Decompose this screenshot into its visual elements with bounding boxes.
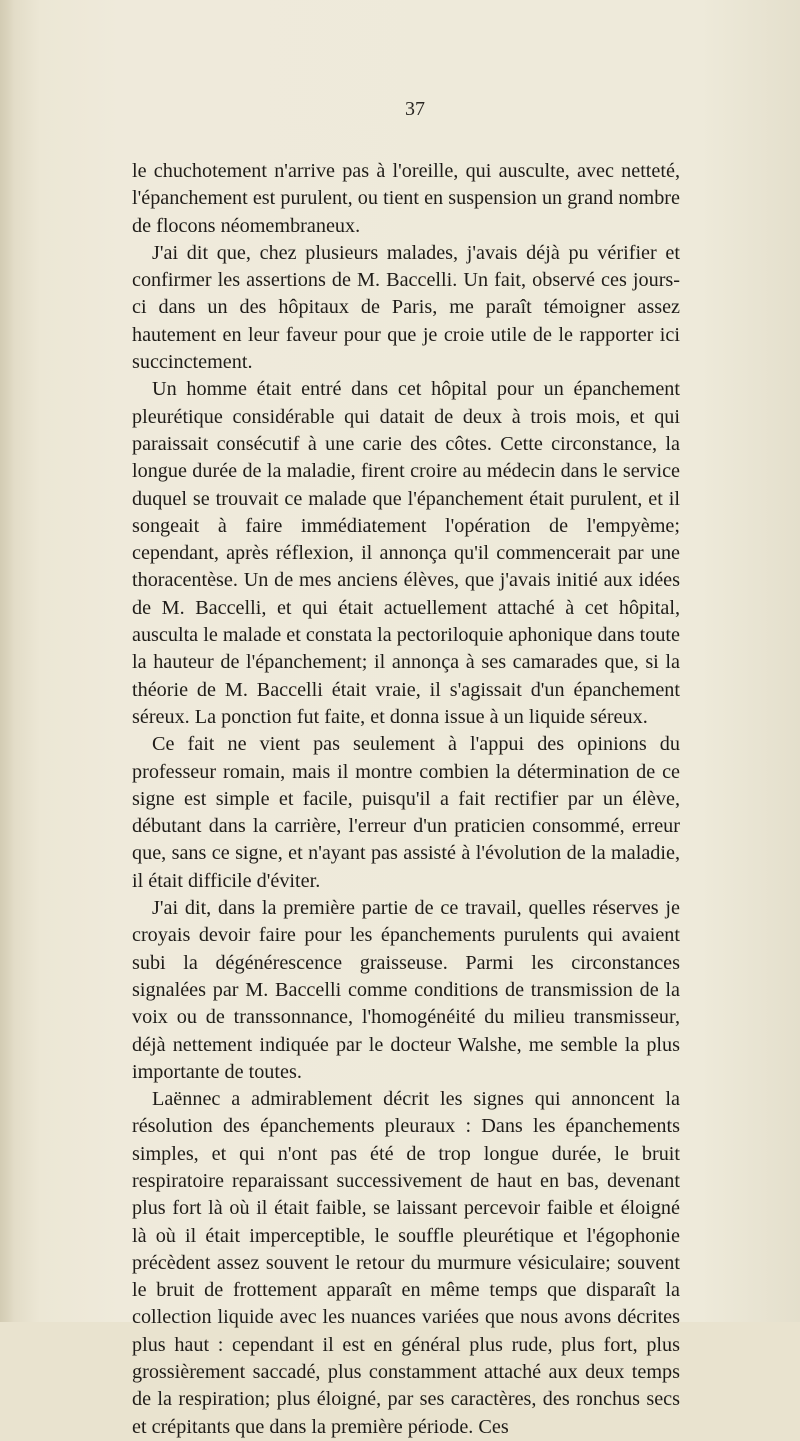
paragraph-3: Un homme était entré dans cet hôpital pour un épanchement pleurétique considérable qui datait de deux à trois mois, et qui paraissait consécutif à une carie des côtes. Cette circonstance, la longue durée de la maladie, firent croire au médecin dans le service duquel se trouvait ce malade que l'épanchement était purulent, et il songeait à faire immédiatement l'opération de l'empyème; cependant, après réflexion, il annonça qu'il commencerait par une thoracentèse. Un de mes anciens élèves, que j'avais initié aux idées de M. Baccelli, et qui était actuellement attaché à cet hôpital, ausculta le malade et constata la pectoriloquie aphonique dans toute la hauteur de l'épanchement; il annonça à ses camarades que, si la théorie de M. Baccelli était vraie, il s'agissait d'un épanchement séreux. La ponction fut faite, et donna issue à un liquide séreux. — [132, 378, 680, 728]
paragraph-1: le chuchotement n'arrive pas à l'oreille, qui ausculte, avec netteté, l'épanchement est purulent, ou tient en suspension un grand nombre de flocons néomembraneux. — [132, 160, 680, 237]
page-number: 37 — [405, 98, 425, 120]
paragraph-6: Laënnec a admirablement décrit les signes qui annoncent la résolution des épanchements pleuraux : Dans les épanchements simples, et qui n'ont pas été de trop longue durée, le bruit respiratoire reparaissant successivement de haut en bas, devenant plus fort là où il était faible, se laissant percevoir faible et éloigné là où il était imperceptible, le souffle pleurétique et l'égophonie précèdent assez souvent le retour du murmure vésiculaire; souvent le bruit de frottement apparaît en même temps que disparaît la collection liquide avec les nuances variées que nous avons décrites plus haut : cependant il est en général plus rude, plus fort, plus grossièrement saccadé, plus constamment attaché aux deux temps de la respiration; plus éloigné, par ses caractères, des ronchus secs et crépitants que dans la première période. Ces — [132, 1088, 680, 1438]
paragraph-5: J'ai dit, dans la première partie de ce travail, quelles réserves je croyais devoir faire pour les épanchements purulents qui avaient subi la dégénérescence graisseuse. Parmi les circonstances signalées par M. Baccelli comme conditions de transmission de la voix ou de transsonnance, l'homogénéité du milieu transmisseur, déjà nettement indiquée par le docteur Walshe, me semble la plus importante de toutes. — [132, 897, 680, 1083]
body-text — [132, 158, 680, 1441]
paragraph-2: J'ai dit que, chez plusieurs malades, j'avais déjà pu vérifier et confirmer les assertions de M. Baccelli. Un fait, observé ces jours-ci dans un des hôpitaux de Paris, me paraît témoigner assez hautement en leur faveur pour que je croie utile de le rapporter ici succinctement. — [132, 241, 680, 374]
page-gutter-shadow — [0, 0, 14, 1322]
paragraph-4: Ce fait ne vient pas seulement à l'appui des opinions du professeur romain, mais il montre combien la détermination de ce signe est simple et facile, puisqu'il a fait rectifier par un élève, débutant dans la carrière, l'erreur d'un praticien consommé, erreur que, sans ce signe, et n'ayant pas assisté à l'évolution de la maladie, il était difficile d'éviter. — [132, 733, 680, 892]
